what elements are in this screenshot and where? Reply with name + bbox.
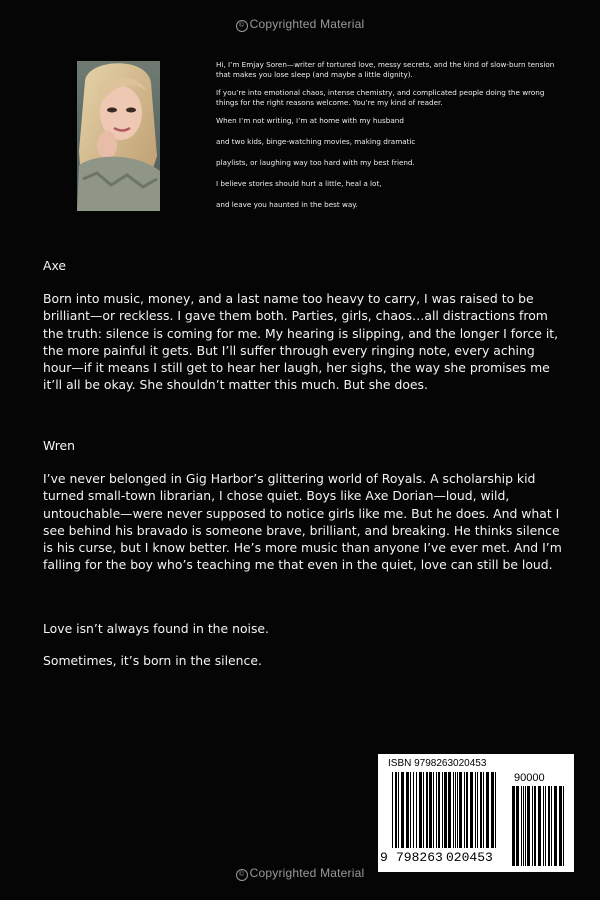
- tagline-line-1: Love isn’t always found in the noise.: [43, 621, 269, 636]
- barcode-bar: [464, 772, 465, 848]
- barcode-bar: [527, 786, 530, 866]
- author-portrait-image: [77, 61, 160, 211]
- barcode-bar: [532, 786, 533, 866]
- barcode-bar: [457, 772, 458, 848]
- barcode-bar: [410, 772, 411, 848]
- author-photo: [77, 61, 160, 211]
- watermark-text: Copyrighted Material: [249, 17, 365, 31]
- barcode-bar: [413, 772, 414, 848]
- barcode-bar: [392, 772, 393, 848]
- bio-line-4: I believe stories should hurt a little, heal a lot,: [216, 179, 382, 188]
- barcode-bar: [444, 772, 447, 848]
- wren-heading: Wren: [43, 438, 75, 453]
- barcode-bar: [516, 786, 519, 866]
- barcode-bar: [563, 786, 564, 866]
- copyright-icon: ©: [236, 869, 248, 881]
- barcode-bar: [521, 786, 522, 866]
- barcode-bar: [534, 786, 536, 866]
- bio-line-2: and two kids, binge-watching movies, making dramatic: [216, 137, 416, 146]
- barcode-bar: [470, 772, 473, 848]
- barcode-bar: [436, 772, 437, 848]
- isbn-label: ISBN 9798263020453: [388, 758, 487, 769]
- barcode-bar: [543, 786, 544, 866]
- watermark-top: [0, 17, 600, 32]
- wren-body: I’ve never belonged in Gig Harbor’s glittering world of Royals. A scholarship kid turned small-town librarian, I chose quiet. Boys like Axe Dorian—loud, wild, untouchable—were never supposed to notice girls like me. But he does. And what I see behind his bravado is someone brave, brilliant, and breaking. He thinks silence is his curse, but I know better. He’s more music than anyone I’ve ever met. And I’m falling for the boy who’s teaching me that even in the quiet, love can still be loud.: [43, 471, 562, 573]
- barcode-bar: [559, 786, 562, 866]
- barcode-bar: [419, 772, 422, 848]
- barcode-bar: [438, 772, 440, 848]
- barcode-bar: [483, 772, 484, 848]
- barcode-bar: [475, 772, 476, 848]
- bio-line-5: and leave you haunted in the best way.: [216, 200, 358, 209]
- barcode-bar: [395, 772, 397, 848]
- price-code: 90000: [514, 772, 545, 784]
- barcode-bar: [459, 772, 462, 848]
- barcode-bar: [512, 786, 515, 866]
- barcode-bar: [495, 772, 496, 848]
- barcode-bar: [398, 772, 399, 848]
- wren-blurb: [43, 470, 565, 574]
- barcode-bar: [486, 772, 489, 848]
- barcode-bar: [442, 772, 443, 848]
- barcode-bar: [525, 786, 526, 866]
- axe-heading: Axe: [43, 258, 67, 273]
- barcode-bar: [453, 772, 454, 848]
- barcode-bar: [433, 772, 434, 848]
- barcode-bar: [554, 786, 557, 866]
- barcode-bar: [429, 772, 432, 848]
- barcode-bar: [466, 772, 468, 848]
- barcode-bar: [548, 786, 550, 866]
- bio-line-1: When I’m not writing, I’m at home with my husband: [216, 116, 404, 125]
- barcode-bar: [545, 786, 546, 866]
- isbn-left-digits: 798263: [396, 850, 443, 865]
- barcode-bar: [423, 772, 424, 848]
- watermark-text: Copyrighted Material: [249, 866, 365, 880]
- bio-intro: Hi, I’m Emjay Soren—writer of tortured love, messy secrets, and the kind of slow-burn tension that makes you lose sleep (and maybe a little dignity).: [216, 60, 555, 79]
- copyright-icon: ©: [236, 20, 248, 32]
- tagline-line-2: Sometimes, it’s born in the silence.: [43, 653, 262, 668]
- barcode-bar: [406, 772, 409, 848]
- barcode-bar: [538, 786, 541, 866]
- barcode-bar: [523, 786, 524, 866]
- author-bio: [216, 60, 561, 221]
- barcode-bar: [480, 772, 482, 848]
- bio-readers: If you’re into emotional chaos, intense chemistry, and complicated people doing the wrong things for the right reasons welcome. You’re my kind of reader.: [216, 88, 545, 107]
- isbn-first-digit: 9: [380, 850, 388, 865]
- isbn-right-digits: 020453: [446, 850, 493, 865]
- barcode-bar: [426, 772, 428, 848]
- bio-line-3: playlists, or laughing way too hard with my best friend.: [216, 158, 415, 167]
- barcode-bar: [491, 772, 494, 848]
- barcode-bar: [455, 772, 456, 848]
- barcode-bar: [401, 772, 404, 848]
- axe-body: Born into music, money, and a last name too heavy to carry, I was raised to be brilliant—or reckless. I gave them both. Parties, girls, chaos…all distractions from the truth: silence is coming for me. My hearing is slipping, and the longer I force it, the more painful it gets. But I’ll suffer through every ringing note, every aching hour—if it means I still get to hear her laugh, her sighs, the way she promises me it’ll all be okay. She shouldn’t matter this much. But she does.: [43, 291, 559, 393]
- watermark-bottom: [0, 866, 600, 881]
- barcode-bar: [416, 772, 417, 848]
- isbn-barcode: [378, 754, 574, 872]
- barcode-bar: [448, 772, 451, 848]
- barcode-bar: [477, 772, 478, 848]
- axe-blurb: [43, 290, 565, 394]
- barcode-bar: [551, 786, 552, 866]
